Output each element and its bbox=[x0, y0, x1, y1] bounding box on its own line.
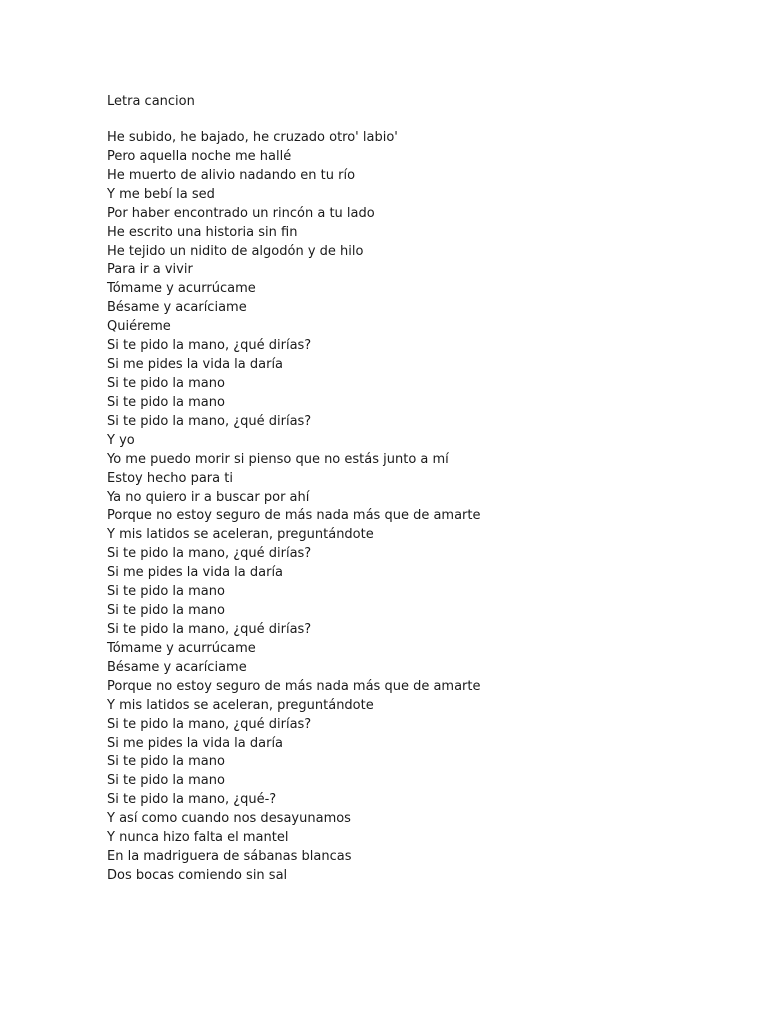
lyric-line: Si te pido la mano bbox=[107, 603, 225, 619]
lyric-line: Por haber encontrado un rincón a tu lado bbox=[107, 205, 375, 221]
lyric-line: Para ir a vivir bbox=[107, 262, 193, 278]
lyric-line: Bésame y acaríciame bbox=[107, 659, 247, 675]
lyric-line: Si te pido la mano, ¿qué dirías? bbox=[107, 716, 312, 732]
lyric-line: Y mis latidos se aceleran, preguntándote bbox=[107, 527, 374, 543]
lyric-line: Si te pido la mano bbox=[107, 375, 225, 391]
lyric-line: Y me bebí la sed bbox=[107, 186, 215, 202]
lyric-line: Si te pido la mano, ¿qué dirías? bbox=[107, 621, 312, 637]
lyric-line: Si te pido la mano, ¿qué dirías? bbox=[107, 338, 312, 354]
lyric-line: Porque no estoy seguro de más nada más que de amarte bbox=[107, 678, 481, 694]
lyric-line: Bésame y acaríciame bbox=[107, 300, 247, 316]
lyric-line: Pero aquella noche me hallé bbox=[107, 148, 292, 164]
lyric-line: Ya no quiero ir a buscar por ahí bbox=[107, 489, 310, 505]
lyric-line: Si te pido la mano, ¿qué-? bbox=[107, 792, 277, 808]
lyric-line: Si te pido la mano bbox=[107, 584, 225, 600]
lyrics-list bbox=[107, 129, 481, 886]
lyric-line: Tómame y acurrúcame bbox=[107, 281, 256, 297]
lyric-line: Y así como cuando nos desayunamos bbox=[107, 811, 351, 827]
document-title: Letra cancion bbox=[107, 94, 195, 109]
lyric-line: He muerto de alivio nadando en tu río bbox=[107, 167, 356, 183]
lyric-line: Estoy hecho para ti bbox=[107, 470, 233, 486]
lyric-line: Si me pides la vida la daría bbox=[107, 357, 284, 373]
lyric-line: Porque no estoy seguro de más nada más que de amarte bbox=[107, 508, 481, 524]
lyric-line: Yo me puedo morir si pienso que no estás junto a mí bbox=[107, 451, 449, 467]
lyric-line: Si te pido la mano bbox=[107, 394, 225, 410]
lyric-line: He tejido un nidito de algodón y de hilo bbox=[107, 243, 364, 259]
lyric-line: Y yo bbox=[107, 432, 135, 448]
lyric-line: Si te pido la mano, ¿qué dirías? bbox=[107, 413, 312, 429]
lyric-line: He subido, he bajado, he cruzado otro' labio' bbox=[107, 130, 398, 145]
lyric-line: Si me pides la vida la daría bbox=[107, 735, 284, 751]
lyric-line: Si te pido la mano bbox=[107, 754, 225, 770]
lyric-line: Quiéreme bbox=[107, 319, 171, 335]
lyric-line: Dos bocas comiendo sin sal bbox=[107, 867, 288, 883]
lyric-line: Y nunca hizo falta el mantel bbox=[107, 830, 289, 846]
lyric-line: Si te pido la mano, ¿qué dirías? bbox=[107, 546, 312, 562]
lyric-line: En la madriguera de sábanas blancas bbox=[107, 849, 352, 865]
lyric-line: He escrito una historia sin fin bbox=[107, 224, 298, 240]
lyric-line: Y mis latidos se aceleran, preguntándote bbox=[107, 697, 374, 713]
lyric-line: Tómame y acurrúcame bbox=[107, 640, 256, 656]
lyric-line: Si te pido la mano bbox=[107, 773, 225, 789]
lyric-line: Si me pides la vida la daría bbox=[107, 565, 284, 581]
